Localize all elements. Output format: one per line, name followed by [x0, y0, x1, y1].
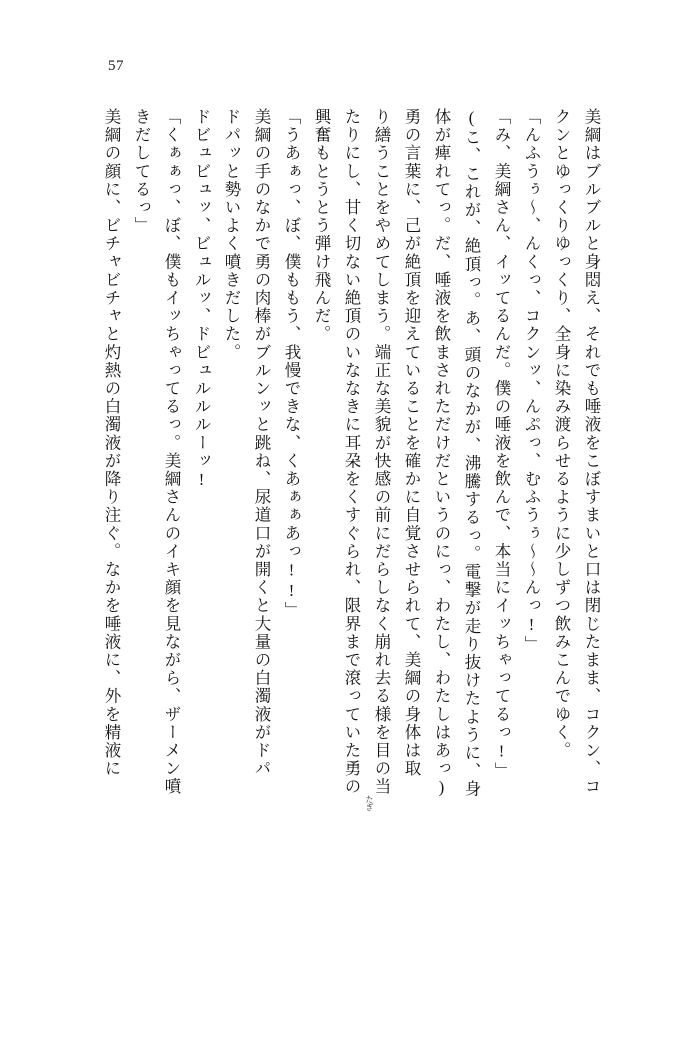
text-line: 「くぁぁっ、ぼ、僕もイッちゃってるっ。美綱さんのイキ顔を見ながら、ザーメン噴	[162, 108, 181, 796]
text-line: 「んふうぅ～、んくっ、コクンッ、んぷっ、むふうぅ～～んっ!」	[522, 108, 541, 654]
page-number: 57	[108, 58, 124, 74]
text-line: クンとゆっくりゆっくり、全身に染み渡らせるように少しずつ飲みこんでゆく。	[552, 108, 571, 760]
text-line: り繕うことをやめてしまう。端正な美貌が快感の前にだらしなく崩れ去る様を目の当	[372, 108, 391, 796]
text-line: 「み、美綱さん、イッてるんだ。僕の唾液を飲んで、本当にイッちゃってるっ!」	[492, 108, 511, 781]
text-line: 勇の言葉に、己が絶頂を迎えていることを確かに自覚させられて、美綱の身体は取	[402, 108, 421, 778]
vertical-body-text	[96, 108, 599, 968]
text-line: ドビュビュッ、ビュルッ、ドビュルルルーッ!	[192, 108, 211, 491]
text-line: 体が痺れてっ。だ、唾液を飲まされただけだというのにっ、わたし、わたしはあっ)	[432, 108, 451, 799]
text-line: 「うあぁっ、ぼ、僕ももう、我慢できな、くあぁぁあっ!!」	[282, 108, 301, 620]
text-line: たりにし、甘く切ない絶頂のいななきに耳朶をくすぐられ、限界まで滾っていた勇の	[342, 108, 361, 796]
text-line: (こ、これが、絶頂っ。あ、頭のなかが、沸騰するっ。電撃が走り抜けたように、身	[462, 108, 481, 799]
text-line: 美綱の手のなかで勇の肉棒がブルンッと跳ね、尿道口が開くと大量の白濁液がドパ	[252, 108, 271, 778]
text-line: ドパッと勢いよく噴きだした。	[222, 108, 241, 362]
text-line: 興奮もとうとう弾け飛んだ。	[312, 108, 331, 344]
text-line: 美綱の顔に、ビチャビチャと灼熱の白濁液が降り注ぐ。なかを唾液に、外を精液に	[102, 108, 121, 778]
text-line: 美綱はブルブルと身悶え、それでも唾液をこぼすまいと口は閉じたまま、コクン、コ	[582, 108, 601, 796]
ruby-annotation: たぎ	[365, 795, 374, 811]
text-line: きだしてるっ」	[132, 108, 151, 235]
